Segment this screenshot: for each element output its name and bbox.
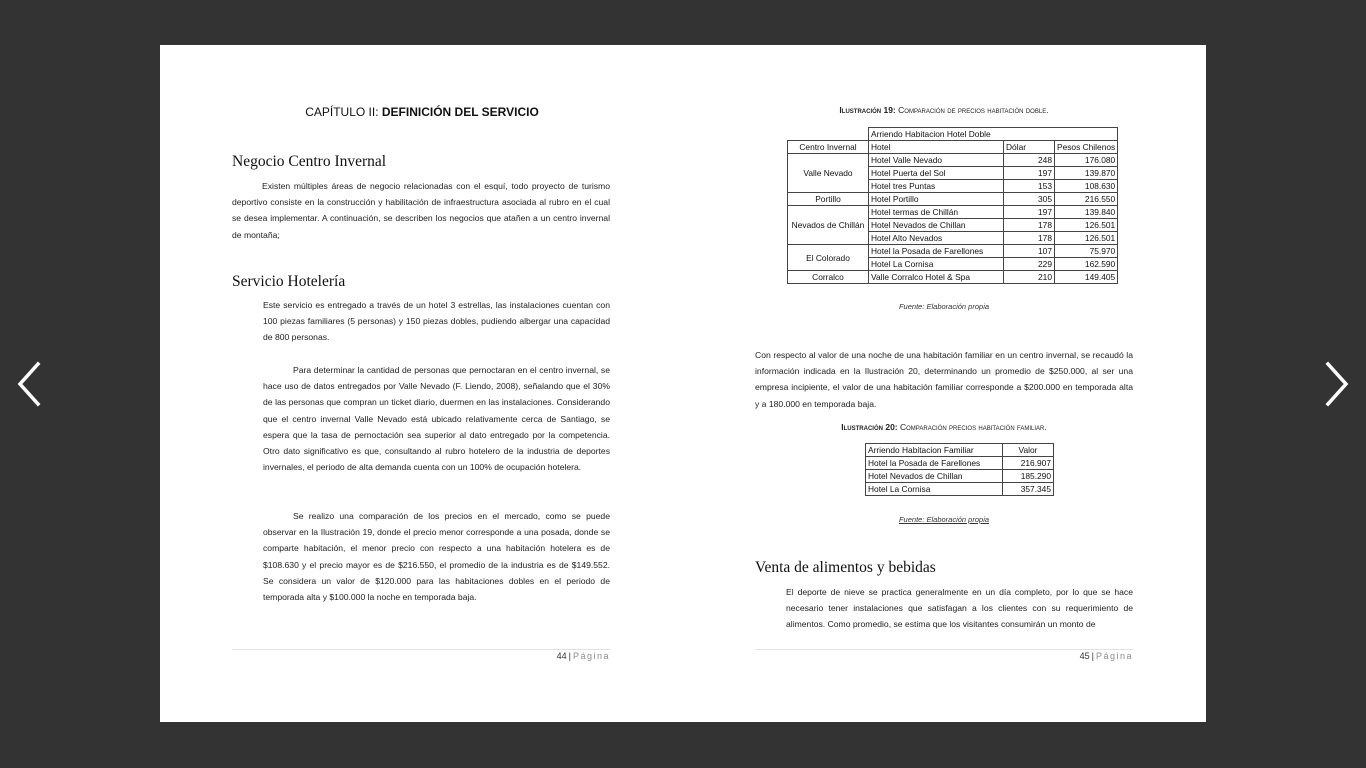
paragraph-hoteleria-3: Se realizo una comparación de los precios en el mercado, como se puede observar en la Ilustración 19, donde el precio menor corresponde a una posada, donde se comparte habitación, el menor precio con respecto a una habitación hotelera es de $108.630 y el precio mayor es de $216.550, el promedio de la industria es de $149.552. Se considera un valor de $120.000 para las habitaciones dobles en el periodo de temporada alta y $100.000 la noche en temporada baja. <box>263 511 610 603</box>
footer-rule <box>755 649 1133 650</box>
paragraph-alimentos: El deporte de nieve se practica generalmente en un día completo, por lo que se hace necesario tener instalaciones que satisfagan a los clientes con su requerimiento de alimentos. Como promedio, se estima que los visitantes consumirán un monto de <box>786 587 1133 630</box>
pesos-cell: 176.080 <box>1055 154 1118 167</box>
pesos-cell: 108.630 <box>1055 180 1118 193</box>
hotel-cell: Hotel Puerta del Sol <box>869 167 1004 180</box>
valor-cell: 216.907 <box>1003 457 1054 470</box>
next-page-button[interactable] <box>1316 360 1356 408</box>
dolar-cell: 229 <box>1004 258 1055 271</box>
paragraph-hoteleria-1: Este servicio es entregado a través de un hotel 3 estrellas, las instalaciones cuentan con 100 piezas familiares (5 personas) y 150 piezas dobles, pudiendo albergar una capacidad de 800 personas. <box>263 300 610 343</box>
page-number <box>755 651 1133 661</box>
page-number-word: Página <box>572 651 610 661</box>
hotel-cell: Hotel Nevados de Chillan <box>869 219 1004 232</box>
pesos-cell: 162.590 <box>1055 258 1118 271</box>
column-header-name: Arriendo Habitacion Familiar <box>866 444 1003 457</box>
center-cell: El Colorado <box>788 245 869 271</box>
table-super-header: Arriendo Habitacion Hotel Doble <box>869 128 1118 141</box>
hotel-cell: Valle Corralco Hotel & Spa <box>869 271 1004 284</box>
pesos-cell: 149.405 <box>1055 271 1118 284</box>
figure-19-label: Ilustración 19: <box>839 105 896 115</box>
figure-19-caption <box>755 105 1133 115</box>
chevron-right-icon <box>1316 360 1356 408</box>
section-heading-hoteleria: Servicio Hotelería <box>232 273 346 290</box>
hotel-cell: Hotel termas de Chillán <box>869 206 1004 219</box>
figure-20-label: Ilustración 20: <box>841 422 898 432</box>
dolar-cell: 210 <box>1004 271 1055 284</box>
paragraph-hoteleria-2: Para determinar la cantidad de personas que pernoctaran en el centro invernal, se hace uso de datos entregados por Valle Nevado (F. Liendo, 2008), señalando que el 30% de las personas que compran un ticket diario, duermen en las instalaciones. Considerando que el centro invernal Valle Nevado está ubicado relativamente cerca de Santiago, se espera que la tasa de pernoctación sea superior al dato entregado por la competencia. Otro dato significativo es que, consultando al rubro hotelero de la industria de deportes invernales, el periodo de alta demanda cuenta con un 100% de ocupación hotelera. <box>263 365 610 473</box>
chapter-prefix: CAPÍTULO II: <box>305 105 382 119</box>
section-heading-alimentos: Venta de alimentos y bebidas <box>755 559 936 576</box>
hotel-cell: Hotel Alto Nevados <box>869 232 1004 245</box>
table-cell-empty <box>788 128 869 141</box>
chevron-left-icon <box>12 360 52 408</box>
table-header-row <box>788 141 1118 154</box>
center-cell: Nevados de Chillán <box>788 206 869 245</box>
pesos-cell: 139.840 <box>1055 206 1118 219</box>
page-spread <box>160 45 1206 722</box>
page-number-separator: | <box>1091 651 1094 661</box>
figure-20-caption <box>755 422 1133 432</box>
column-header-valor: Valor <box>1003 444 1054 457</box>
table-row <box>788 206 1118 219</box>
figure-19-text: Comparación de precios habitación doble. <box>898 105 1049 115</box>
hotel-cell: Hotel Portillo <box>869 193 1004 206</box>
pesos-cell: 139.870 <box>1055 167 1118 180</box>
page-number-value: 44 <box>556 651 567 661</box>
section-heading-negocio: Negocio Centro Invernal <box>232 153 387 170</box>
chapter-title <box>232 105 612 119</box>
dolar-cell: 197 <box>1004 167 1055 180</box>
dolar-cell: 178 <box>1004 219 1055 232</box>
table-row <box>788 245 1118 258</box>
valor-cell: 185.290 <box>1003 470 1054 483</box>
center-cell: Valle Nevado <box>788 154 869 193</box>
page-number <box>232 651 610 661</box>
column-header-pesos: Pesos Chilenos <box>1055 141 1118 154</box>
name-cell: Hotel Nevados de Chillan <box>866 470 1003 483</box>
dolar-cell: 305 <box>1004 193 1055 206</box>
column-header-center: Centro Invernal <box>788 141 869 154</box>
dolar-cell: 197 <box>1004 206 1055 219</box>
table-header-row <box>788 128 1118 141</box>
pesos-cell: 126.501 <box>1055 232 1118 245</box>
dolar-cell: 248 <box>1004 154 1055 167</box>
page-44 <box>160 45 683 722</box>
name-cell: Hotel la Posada de Farellones <box>866 457 1003 470</box>
pesos-cell: 75.970 <box>1055 245 1118 258</box>
column-header-hotel: Hotel <box>869 141 1004 154</box>
previous-page-button[interactable] <box>12 360 52 408</box>
column-header-dolar: Dólar <box>1004 141 1055 154</box>
chapter-name: DEFINICIÓN DEL SERVICIO <box>381 105 539 119</box>
figure-20-source: Fuente: Elaboración propia <box>898 515 990 524</box>
price-table-double-room <box>787 127 1118 284</box>
table-row <box>866 470 1054 483</box>
hotel-cell: Hotel La Cornisa <box>869 258 1004 271</box>
table-row <box>866 457 1054 470</box>
pesos-cell: 216.550 <box>1055 193 1118 206</box>
paragraph-negocio: Existen múltiples áreas de negocio relacionadas con el esquí, todo proyecto de turismo deportivo consiste en la construcción y habilitación de infraestructura asociada al rubro en el cual se desea implementar. A continuación, se describen los negocios que atañen a un centro invernal de montaña; <box>232 181 610 240</box>
name-cell: Hotel La Cornisa <box>866 483 1003 496</box>
pesos-cell: 126.501 <box>1055 219 1118 232</box>
page-45 <box>683 45 1206 722</box>
footer-rule <box>232 649 610 650</box>
dolar-cell: 178 <box>1004 232 1055 245</box>
table-row <box>866 483 1054 496</box>
table-header-row <box>866 444 1054 457</box>
table-row <box>788 271 1118 284</box>
center-cell: Portillo <box>788 193 869 206</box>
hotel-cell: Hotel la Posada de Farellones <box>869 245 1004 258</box>
table-row <box>788 154 1118 167</box>
figure-20-text: Comparación precios habitación familiar. <box>900 422 1047 432</box>
figure-19-source: Fuente: Elaboración propia <box>898 302 990 311</box>
page-number-value: 45 <box>1079 651 1090 661</box>
valor-cell: 357.345 <box>1003 483 1054 496</box>
dolar-cell: 107 <box>1004 245 1055 258</box>
paragraph-familiar: Con respecto al valor de una noche de una habitación familiar en un centro invernal, se recaudó la información indicada en la Ilustración 20, determinando un promedio de $250.000, al ser una empresa incipiente, el valor de una habitación familiar corresponde a $200.000 en temporada alta y a 180.000 en temporada baja. <box>755 350 1133 409</box>
page-number-word: Página <box>1095 651 1133 661</box>
page-number-separator: | <box>568 651 571 661</box>
hotel-cell: Hotel Valle Nevado <box>869 154 1004 167</box>
hotel-cell: Hotel tres Puntas <box>869 180 1004 193</box>
center-cell: Corralco <box>788 271 869 284</box>
table-row <box>788 193 1118 206</box>
dolar-cell: 153 <box>1004 180 1055 193</box>
price-table-family-room <box>865 443 1054 496</box>
